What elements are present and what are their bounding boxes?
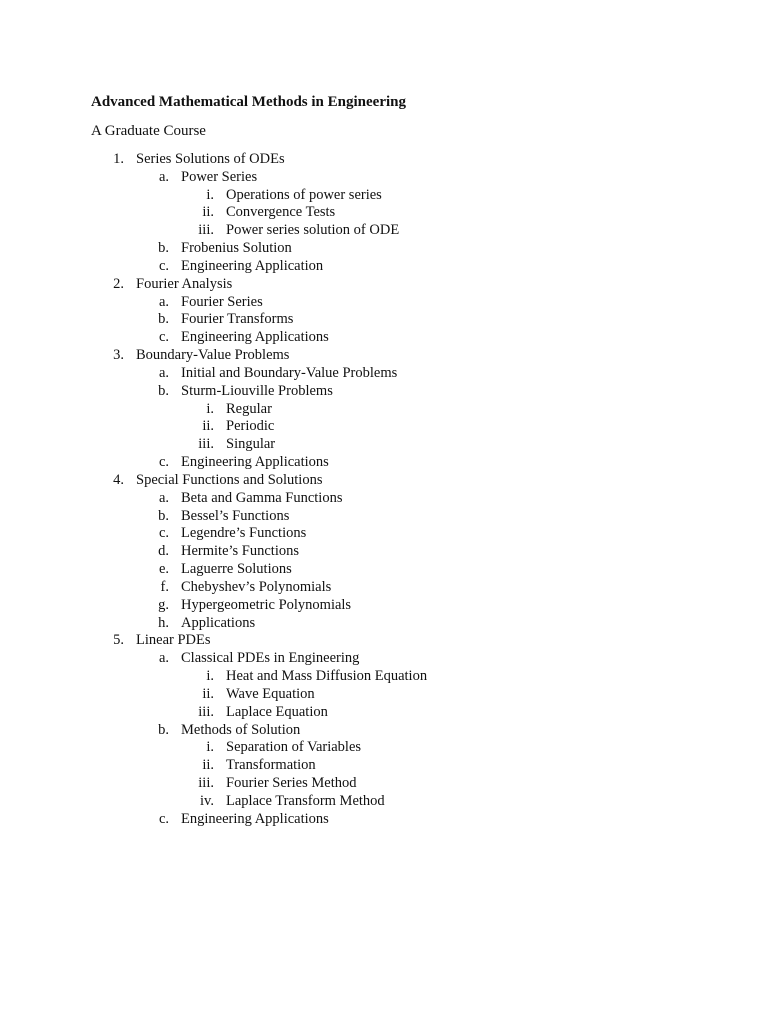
outline-item-text: Operations of power series <box>226 186 382 203</box>
outline-item-level-3 <box>0 222 768 240</box>
outline-item-text: Fourier Analysis <box>136 275 233 292</box>
outline-item-level-2 <box>0 258 768 276</box>
outline-item-level-3 <box>0 757 768 775</box>
outline-item-marker: 5. <box>113 632 124 649</box>
outline-item-marker: ii. <box>202 418 214 435</box>
outline-item-level-3 <box>0 775 768 793</box>
outline-item-text: Engineering Applications <box>181 810 329 827</box>
outline-item-level-2 <box>0 240 768 258</box>
outline-item-marker: c. <box>158 810 169 827</box>
outline-item-text: Special Functions and Solutions <box>136 471 323 488</box>
outline-item-level-3 <box>0 436 768 454</box>
outline-item-text: Engineering Applications <box>181 454 329 471</box>
outline-item-level-2 <box>0 543 768 561</box>
outline-item-level-3 <box>0 686 768 704</box>
outline-item-marker: a. <box>158 650 169 667</box>
outline-item-marker: ii. <box>202 685 214 702</box>
outline-item-level-2 <box>0 561 768 579</box>
outline-item-level-2 <box>0 615 768 633</box>
outline-item-text: Singular <box>226 436 276 453</box>
outline-item-text: Linear PDEs <box>136 632 211 649</box>
outline-item-marker: iii. <box>198 774 214 791</box>
outline-item-marker: 4. <box>113 471 124 488</box>
outline-item-marker: d. <box>158 543 169 560</box>
outline-item-level-2 <box>0 811 768 829</box>
outline-item-marker: f. <box>160 578 169 595</box>
outline-item-marker: iii. <box>198 436 214 453</box>
outline-item-marker: a. <box>158 364 169 381</box>
outline-item-level-2 <box>0 579 768 597</box>
outline-item-text: Periodic <box>226 418 275 435</box>
outline-item-text: Engineering Applications <box>181 329 329 346</box>
outline-item-text: Chebyshev’s Polynomials <box>181 578 332 595</box>
outline-item-text: Sturm-Liouville Problems <box>181 382 333 399</box>
outline-item-marker: iii. <box>198 703 214 720</box>
outline-item-marker: 3. <box>113 347 124 364</box>
outline-item-marker: c. <box>158 454 169 471</box>
outline-item-text: Wave Equation <box>226 685 315 702</box>
document-title: Advanced Mathematical Methods in Engineering <box>91 94 406 110</box>
outline-item-text: Series Solutions of ODEs <box>136 151 285 167</box>
outline-item-level-2 <box>0 525 768 543</box>
outline-item-marker: i. <box>206 739 214 756</box>
outline-item-text: Initial and Boundary-Value Problems <box>181 364 398 381</box>
outline-item-level-2 <box>0 490 768 508</box>
outline-item-marker: i. <box>206 400 214 417</box>
outline-item-text: Separation of Variables <box>226 739 362 756</box>
outline-item-marker: iv. <box>200 792 214 809</box>
document-subtitle: A Graduate Course <box>91 123 206 139</box>
outline-item-level-3 <box>0 668 768 686</box>
outline-item-text: Heat and Mass Diffusion Equation <box>226 668 428 685</box>
outline-item-marker: 2. <box>113 275 124 292</box>
outline-item-level-3 <box>0 793 768 811</box>
outline-item-marker: g. <box>158 596 169 613</box>
outline-item-text: Legendre’s Functions <box>181 525 307 542</box>
outline-item-marker: c. <box>158 257 169 274</box>
outline-item-level-2 <box>0 454 768 472</box>
outline-item-marker: b. <box>158 311 169 328</box>
outline-item-level-3 <box>0 204 768 222</box>
outline-item-level-2 <box>0 294 768 312</box>
outline-item-level-3 <box>0 418 768 436</box>
outline-item-level-3 <box>0 739 768 757</box>
outline-item-text: Engineering Application <box>181 257 324 274</box>
outline-item-text: Boundary-Value Problems <box>136 347 290 364</box>
outline-item-text: Fourier Series Method <box>226 774 357 791</box>
outline-item-text: Power Series <box>181 168 258 185</box>
outline-item-text: Hermite’s Functions <box>181 543 300 560</box>
outline-item-level-2 <box>0 650 768 668</box>
outline-item-level-2 <box>0 311 768 329</box>
outline-item-text: Regular <box>226 400 272 417</box>
outline-item-level-1 <box>0 472 768 490</box>
outline-item-text: Transformation <box>226 757 316 774</box>
outline-item-level-2 <box>0 169 768 187</box>
outline-item-level-3 <box>0 187 768 205</box>
outline-item-text: Laplace Transform Method <box>226 792 385 809</box>
outline-item-text: Convergence Tests <box>226 204 336 221</box>
outline-item-marker: b. <box>158 382 169 399</box>
course-outline <box>0 151 768 828</box>
outline-item-marker: i. <box>206 186 214 203</box>
outline-item-text: Beta and Gamma Functions <box>181 489 343 506</box>
outline-item-level-1 <box>0 276 768 294</box>
outline-item-marker: 1. <box>113 151 124 167</box>
outline-item-marker: a. <box>158 168 169 185</box>
outline-item-marker: b. <box>158 240 169 257</box>
outline-item-text: Laplace Equation <box>226 703 328 720</box>
outline-item-level-2 <box>0 597 768 615</box>
outline-item-marker: a. <box>158 293 169 310</box>
outline-item-marker: i. <box>206 668 214 685</box>
outline-item-text: Bessel’s Functions <box>181 507 290 524</box>
outline-item-text: Fourier Series <box>181 293 263 310</box>
outline-item-level-1 <box>0 632 768 650</box>
outline-item-level-1 <box>0 151 768 169</box>
outline-item-marker: ii. <box>202 204 214 221</box>
outline-item-marker: b. <box>158 721 169 738</box>
outline-item-text: Applications <box>181 614 256 631</box>
outline-item-marker: b. <box>158 507 169 524</box>
outline-item-text: Methods of Solution <box>181 721 301 738</box>
outline-item-level-3 <box>0 401 768 419</box>
outline-item-level-3 <box>0 704 768 722</box>
outline-item-level-2 <box>0 329 768 347</box>
outline-item-text: Fourier Transforms <box>181 311 294 328</box>
outline-item-text: Hypergeometric Polynomials <box>181 596 352 613</box>
outline-item-marker: c. <box>158 329 169 346</box>
outline-item-level-2 <box>0 722 768 740</box>
outline-item-marker: c. <box>158 525 169 542</box>
outline-item-text: Laguerre Solutions <box>181 561 292 578</box>
outline-item-marker: e. <box>158 561 169 578</box>
outline-item-text: Frobenius Solution <box>181 240 292 257</box>
outline-item-marker: ii. <box>202 757 214 774</box>
outline-item-level-1 <box>0 347 768 365</box>
outline-item-marker: iii. <box>198 222 214 239</box>
outline-item-text: Classical PDEs in Engineering <box>181 650 360 667</box>
outline-item-level-2 <box>0 365 768 383</box>
outline-item-marker: h. <box>158 614 169 631</box>
outline-item-marker: a. <box>158 489 169 506</box>
outline-item-level-2 <box>0 383 768 401</box>
outline-item-level-2 <box>0 508 768 526</box>
outline-item-text: Power series solution of ODE <box>226 222 400 239</box>
